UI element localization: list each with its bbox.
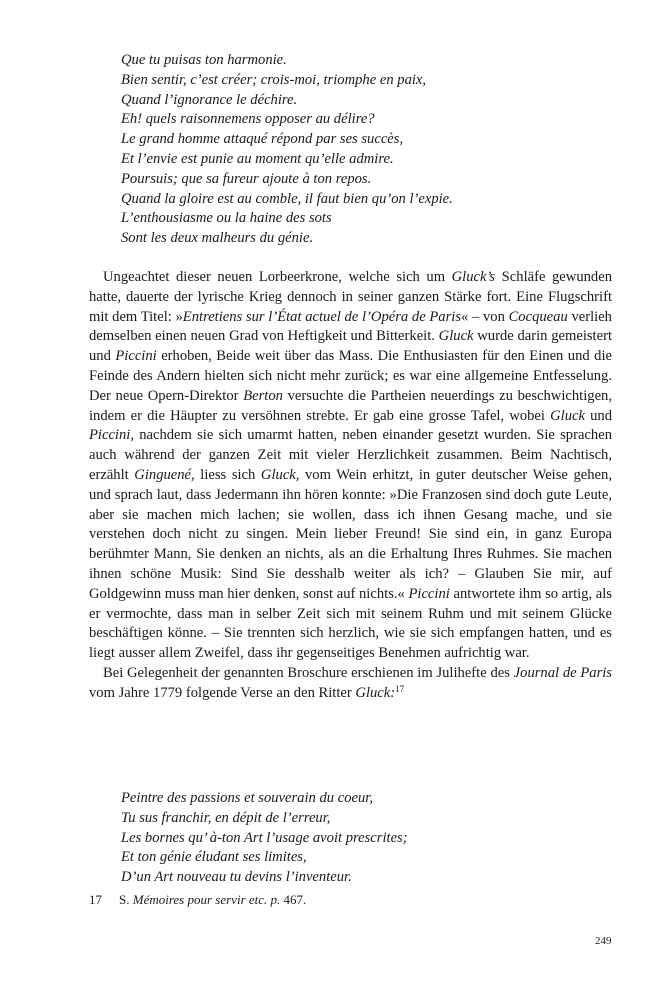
name-piccini: Piccini,: [89, 427, 134, 444]
footnote-title: Mémoires pour servir etc. p.: [132, 892, 281, 907]
page-number: 249: [595, 935, 612, 947]
name-gluck: Gluck,: [260, 466, 300, 483]
footnote-number: 17: [89, 892, 102, 907]
name-gluck: Gluck:: [355, 684, 396, 701]
name-gluck: Gluck: [438, 328, 474, 345]
poem-line: Et ton génie éludant ses limites,: [121, 849, 307, 866]
text-run: « – von: [461, 308, 509, 325]
footnote-reference[interactable]: 17: [395, 683, 405, 694]
poem-line: Tu sus franchir, en dépit de l’erreur,: [121, 809, 331, 826]
poem-line: Quand la gloire est au comble, il faut bien qu’on l’expie.: [121, 190, 453, 207]
name-piccini: Piccini: [115, 348, 157, 365]
footnote: [89, 891, 612, 909]
poem-bottom: [121, 789, 621, 888]
poem-line: Le grand homme attaqué répond par ses succès,: [121, 131, 404, 148]
text-run: liess sich: [194, 466, 261, 483]
text-run: verlieh demselben einen neuen Grad von Heftigkeit und Bitterkeit.: [89, 308, 612, 345]
text-run: versuchte die Partheien neuerdings zu beschwichtigen, indem er die Häupter zu versöhnen strebte. Er gab eine grosse Tafel, wobei: [89, 387, 612, 424]
poem-line: Poursuis; que sa fureur ajoute à ton repos.: [121, 170, 372, 187]
pamphlet-title: Entretiens sur l’État actuel de l’Opéra de Paris: [182, 308, 462, 325]
text-run: Bei Gelegenheit der genannten Broschure erschienen im Julihefte des: [103, 664, 514, 681]
footnote-prefix: S.: [119, 892, 133, 907]
name-ginguene: Ginguené,: [134, 466, 195, 483]
poem-line: D’un Art nouveau tu devins l’inventeur.: [121, 869, 352, 886]
prose-body: [89, 268, 612, 704]
journal-title: Journal de Paris: [513, 664, 612, 681]
poem-line: L’enthousiasme ou la haine des sots: [121, 210, 332, 227]
footnote-suffix: 467.: [280, 892, 307, 907]
text-run: vom Wein erhitzt, in guter deutscher Weise gehen, und sprach laut, dass Jedermann ihn hören konnte: »Die Franzosen sind doch gute Leute, aber sie machen mich lachen; sie wollen, dass ich ihnen Gesang mache, und sie verstehen doch nicht zu singen. Mein lieber Freund! Sie sind ein, in ganz Europa berühmter Mann, Sie denken an nichts, als an die Erhaltung Ihres Ruhmes. Sie machen ihnen schöne Musik: Sind Sie desshalb weiter als ich? – Glauben Sie mir, auf Goldgewinn muss man hier denken, sonst auf nichts.«: [89, 466, 612, 602]
poem-top: [121, 51, 621, 249]
poem-line: Et l’envie est punie au moment qu’elle admire.: [121, 150, 394, 167]
paragraph-banquet: [89, 268, 612, 664]
name-gluck: Gluck’s: [451, 269, 496, 285]
poem-line: Que tu puisas ton harmonie.: [121, 52, 287, 68]
text-run: nachdem sie sich umarmt hatten, neben einander gesetzt wurden. Sie sprachen auch während der ganzen Zeit mit vieler Herzlichkeit zusammen. Beim Nachtisch, erzählt: [89, 427, 612, 483]
text-run: wurde darin gemeistert und: [89, 328, 612, 365]
name-cocqueau: Cocqueau: [508, 308, 568, 325]
text-run: vom Jahre 1779 folgende Verse an den Ritter: [89, 684, 356, 701]
text-run: und: [584, 407, 612, 424]
poem-line: Eh! quels raisonnemens opposer au délire?: [121, 111, 375, 128]
paragraph-verses-intro: [89, 664, 612, 704]
poem-line: Quand l’ignorance le déchire.: [121, 91, 298, 108]
poem-line: Les bornes qu’ à-ton Art l’usage avoit prescrites;: [121, 829, 408, 846]
name-gluck: Gluck: [550, 407, 585, 424]
poem-line: Bien sentir, c’est créer; crois-moi, triomphe en paix,: [121, 71, 427, 88]
name-berton: Berton: [243, 387, 283, 404]
name-piccini: Piccini: [408, 585, 450, 602]
text-run: erhoben, Beide weit über das Mass. Die Enthusiasten für den Einen und die Feinde des Andern hielten sich nicht mehr zurück; es war eine allgemeine Entfesselung. Der neue Opern-Direktor: [89, 348, 613, 404]
text-run: Ungeachtet dieser neuen Lorbeerkrone, welche sich um: [103, 269, 452, 285]
text-run: antwortete ihm so artig, als er vermochte, dass man in selber Zeit sich mit seinem Ruhm und mit seinem Glücke beschäftigen könne. – Sie trennten sich herzlich, wie sie sich empfangen hatten, und es liegt ausser allem Zweifel, dass ihr gegenseitiges Benehmen aufrichtig war.: [89, 585, 612, 662]
text-run: Schläfe gewunden hatte, dauerte der lyrische Krieg dennoch in seiner ganzen Stärke fort. Eine Flugschrift mit dem Titel: »: [89, 269, 612, 325]
poem-line: Peintre des passions et souverain du coeur,: [121, 790, 373, 806]
poem-line: Sont les deux malheurs du génie.: [121, 230, 314, 247]
